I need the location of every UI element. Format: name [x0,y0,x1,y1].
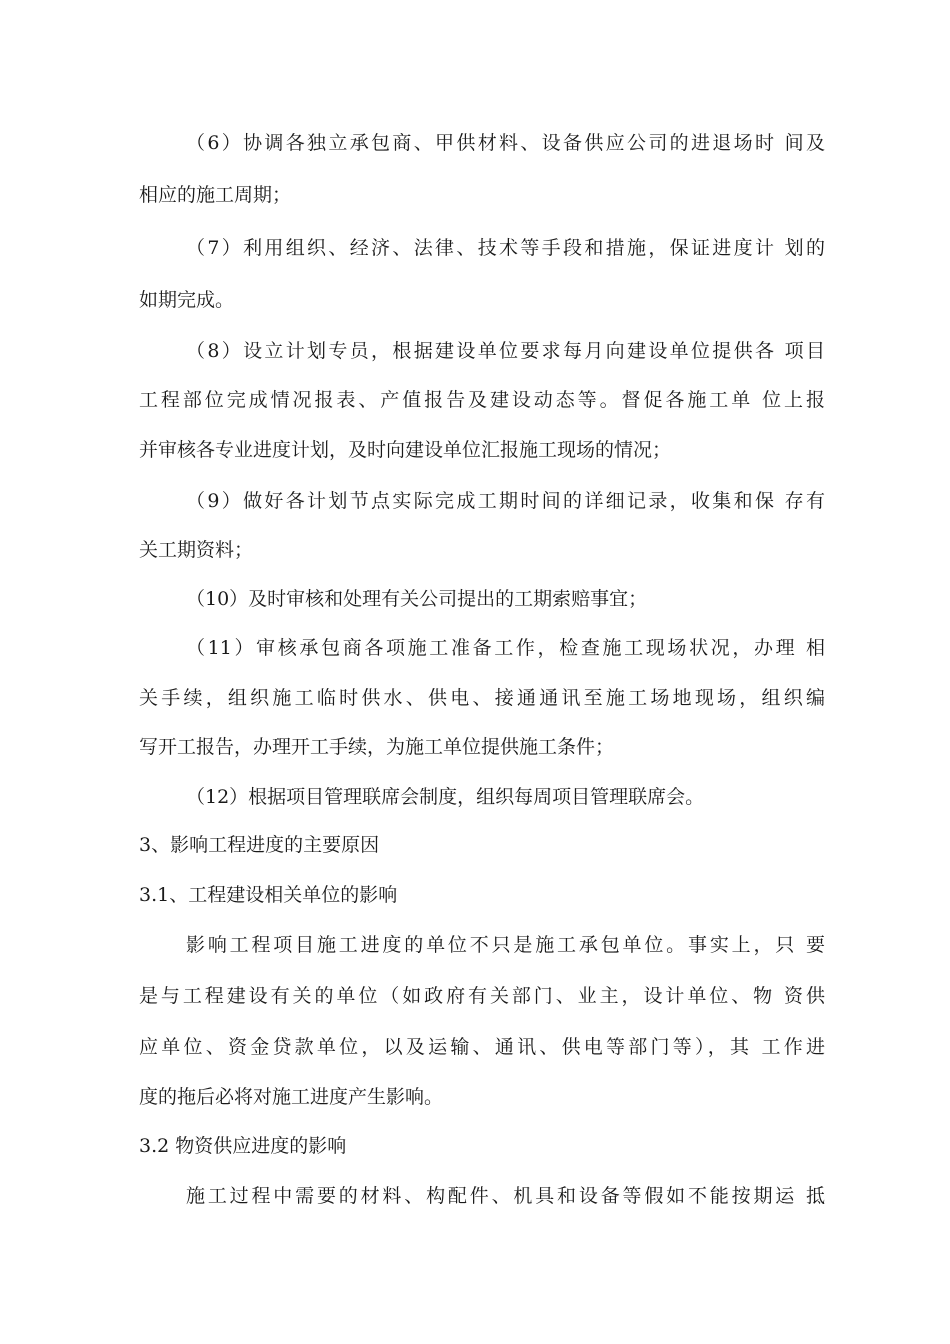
text-line: （11）审核承包商各项施工准备工作，检查施工现场状况，办理 相 [186,637,825,659]
text-line: 工程部位完成情况报表、产值报告及建设动态等。督促各施工单 位上报 [139,389,825,411]
text-line: （7）利用组织、经济、法律、技术等手段和措施，保证进度计 划的 [186,237,825,259]
text-line: 关手续，组织施工临时供水、供电、接通通讯至施工场地现场，组织编 [139,687,825,709]
text-line: 如期完成。 [139,289,235,311]
text-line: 影响工程项目施工进度的单位不只是施工承包单位。事实上，只 要 [186,934,825,956]
text-line: 施工过程中需要的材料、构配件、机具和设备等假如不能按期运 抵 [186,1185,825,1207]
text-line: （9）做好各计划节点实际完成工期时间的详细记录，收集和保 存有 [186,490,825,512]
text-line: （12）根据项目管理联席会制度，组织每周项目管理联席会。 [186,786,705,808]
text-line: 并审核各专业进度计划，及时向建设单位汇报施工现场的情况； [139,439,672,461]
text-line: 度的拖后必将对施工进度产生影响。 [139,1086,444,1108]
text-line: 写开工报告，办理开工手续，为施工单位提供施工条件； [139,736,615,758]
text-line: 应单位、资金贷款单位，以及运输、通讯、供电等部门等），其 工作进 [139,1036,825,1058]
text-line: 关工期资料； [139,539,254,561]
text-line: 相应的施工周期； [139,184,292,206]
section-heading: 3、影响工程进度的主要原因 [139,834,380,856]
text-line: （10）及时审核和处理有关公司提出的工期索赔事宜； [186,588,648,610]
subsection-heading: 3.2 物资供应进度的影响 [139,1135,347,1157]
text-line: （6）协调各独立承包商、甲供材料、设备供应公司的进退场时 间及 [186,132,825,154]
text-line: （8）设立计划专员，根据建设单位要求每月向建设单位提供各 项目 [186,340,825,362]
text-line: 是与工程建设有关的单位（如政府有关部门、业主，设计单位、物 资供 [139,985,825,1007]
subsection-heading: 3.1、工程建设相关单位的影响 [139,884,398,906]
